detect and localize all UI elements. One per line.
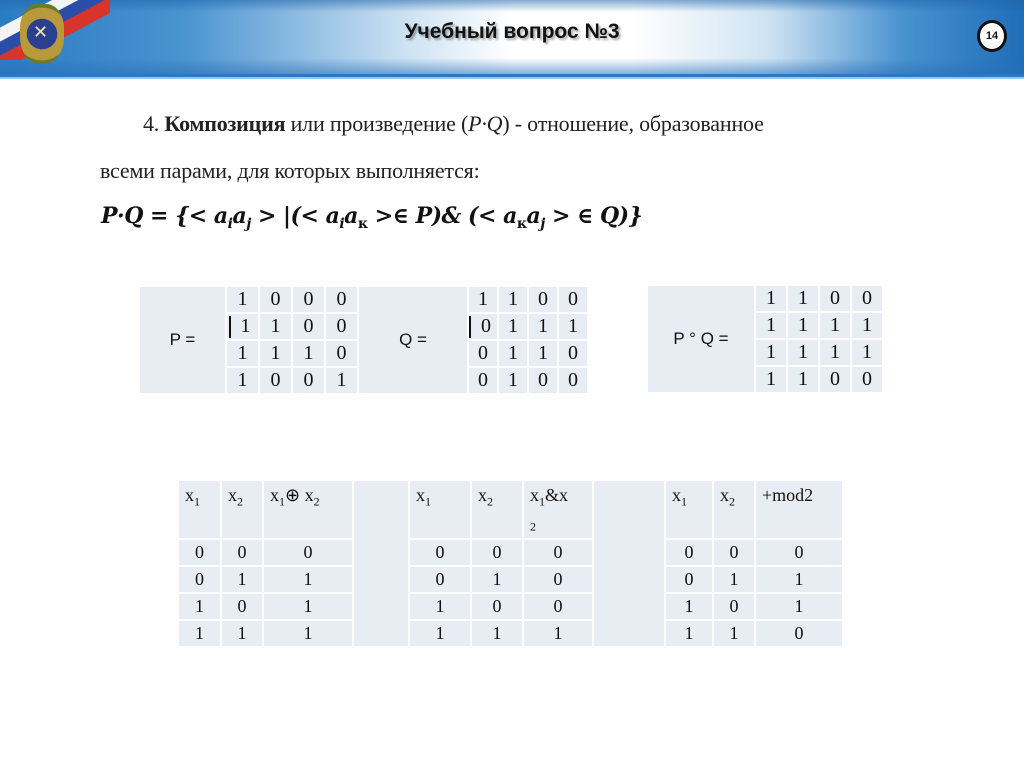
q-cell: 1	[499, 368, 527, 393]
xor-cell: 1	[264, 621, 352, 646]
xor-header-x2: $x_2$	[222, 481, 262, 538]
formula-part: >∈ P)& (<	[367, 203, 504, 229]
pq-cell: 1	[820, 340, 850, 365]
sub-j: j	[246, 216, 251, 232]
and-cell: 0	[472, 540, 522, 565]
q-cell: 0	[469, 368, 497, 393]
p-cell: 1	[260, 314, 291, 339]
and-cell: 1	[410, 594, 470, 619]
pq-cell: 1	[788, 340, 818, 365]
pq-cell: 1	[788, 367, 818, 392]
matrix-table-p-q	[138, 285, 589, 395]
and-header-x1: $x_1$	[410, 481, 470, 538]
sub-k: к	[516, 216, 527, 232]
mod2-header-result: +mod2	[756, 481, 842, 538]
pq-cell: 1	[756, 313, 786, 338]
p-cell: 0	[326, 341, 357, 366]
and-cell: 0	[524, 567, 592, 592]
var-a: a	[526, 203, 541, 229]
mod2-cell: 0	[714, 594, 754, 619]
q-cell: 0	[559, 287, 587, 312]
q-cell: 1	[559, 314, 587, 339]
xor-cell: 1	[264, 594, 352, 619]
and-cell: 1	[472, 621, 522, 646]
mod2-cell: 1	[666, 621, 712, 646]
xor-header-result: $x_1\oplus$ $x_2$	[264, 481, 352, 538]
formula-lhs: P·Q = {<	[101, 203, 214, 229]
p-cell: 1	[326, 368, 357, 393]
var-a: a	[325, 203, 340, 229]
matrix-bracket	[229, 316, 231, 338]
text: или произведение (	[285, 111, 469, 136]
sub-i: i	[227, 216, 233, 232]
pq-cell: 1	[820, 313, 850, 338]
header-shade-bottom	[0, 58, 1024, 74]
q-cell: 1	[499, 287, 527, 312]
q-cell: 1	[529, 341, 557, 366]
p-cell: 1	[260, 341, 291, 366]
p-cell: 0	[326, 314, 357, 339]
composition-formula	[101, 203, 642, 232]
p-cell: 0	[260, 368, 291, 393]
pq-cell: 1	[788, 313, 818, 338]
definition-line-2: всеми парами, для которых выполняется:	[100, 158, 480, 183]
item-number: 4.	[143, 111, 160, 136]
q-cell: 0	[529, 368, 557, 393]
matrix-pq-label: P ° Q =	[648, 286, 754, 392]
emblem-cross-icon: ✕	[33, 22, 49, 43]
mod2-cell: 1	[666, 594, 712, 619]
q-cell: 0	[559, 368, 587, 393]
pq-cell: 0	[852, 367, 882, 392]
and-cell: 0	[524, 540, 592, 565]
xor-cell: 1	[264, 567, 352, 592]
table-gap	[594, 481, 664, 646]
pq-cell: 1	[756, 367, 786, 392]
p-cell: 1	[227, 287, 258, 312]
xor-cell: 0	[222, 594, 262, 619]
p-cell: 0	[293, 368, 324, 393]
mod2-header-x2: $x_2$	[714, 481, 754, 538]
p-cell: 0	[293, 287, 324, 312]
q-cell	[469, 314, 497, 339]
sub-i: i	[339, 216, 345, 232]
p-value: 1	[240, 314, 251, 337]
q-cell: 1	[529, 314, 557, 339]
matrix-p-label: P =	[140, 287, 225, 393]
pq-cell: 0	[820, 367, 850, 392]
pq-cell: 1	[756, 286, 786, 311]
mod2-cell: 0	[666, 567, 712, 592]
mod2-cell: 0	[666, 540, 712, 565]
p-cell: 1	[227, 341, 258, 366]
var-a: a	[213, 203, 228, 229]
p-cell	[227, 314, 258, 339]
q-cell: 1	[499, 341, 527, 366]
and-cell: 1	[410, 621, 470, 646]
header-divider-light	[0, 77, 1024, 79]
p-cell: 0	[293, 314, 324, 339]
q-cell: 1	[469, 287, 497, 312]
and-cell: 0	[410, 540, 470, 565]
term-composition: Композиция	[164, 111, 286, 136]
pq-cell: 1	[788, 286, 818, 311]
and-cell: 0	[410, 567, 470, 592]
formula-part: > ∈ Q)}	[544, 203, 643, 229]
and-cell: 0	[472, 594, 522, 619]
mod2-header-x1: $x_1$	[666, 481, 712, 538]
slide-title: Учебный вопрос №3	[404, 20, 620, 43]
var-a: a	[232, 203, 247, 229]
pq-cell: 0	[820, 286, 850, 311]
definition-line-1	[143, 111, 764, 137]
mod2-cell: 1	[714, 567, 754, 592]
xor-cell: 1	[179, 594, 220, 619]
xor-cell: 0	[264, 540, 352, 565]
mod2-cell: 1	[756, 594, 842, 619]
formula-part: > |(<	[250, 203, 326, 229]
xor-cell: 0	[179, 567, 220, 592]
xor-cell: 1	[222, 567, 262, 592]
mod2-cell: 1	[714, 621, 754, 646]
and-cell: 1	[472, 567, 522, 592]
q-cell: 0	[529, 287, 557, 312]
p-cell: 0	[326, 287, 357, 312]
pq-cell: 1	[852, 340, 882, 365]
p-cell: 1	[227, 368, 258, 393]
pq-cell: 1	[852, 313, 882, 338]
pq-cell: 1	[756, 340, 786, 365]
expr-pq: P·Q	[468, 111, 503, 136]
pq-cell: 0	[852, 286, 882, 311]
var-a: a	[344, 203, 358, 229]
text: ) - отношение, образованное	[502, 111, 764, 136]
mod2-cell: 1	[756, 567, 842, 592]
slide-header	[0, 0, 1024, 78]
and-cell: 1	[524, 621, 592, 646]
matrix-table-pq	[646, 284, 884, 394]
and-cell: 0	[524, 594, 592, 619]
mod2-cell: 0	[756, 540, 842, 565]
sub-k: к	[357, 216, 368, 232]
sub-j: j	[540, 216, 545, 232]
q-cell: 0	[469, 341, 497, 366]
mod2-cell: 0	[756, 621, 842, 646]
xor-cell: 1	[222, 621, 262, 646]
matrix-bracket	[469, 316, 471, 338]
var-a: a	[503, 203, 517, 229]
q-cell: 1	[499, 314, 527, 339]
and-header-result: $x_1\&x$ $_2$	[524, 481, 592, 538]
q-value: 0	[481, 314, 491, 337]
header-shade-top	[0, 0, 1024, 12]
xor-cell: 1	[179, 621, 220, 646]
table-gap	[354, 481, 408, 646]
mod2-cell: 0	[714, 540, 754, 565]
p-cell: 0	[260, 287, 291, 312]
xor-cell: 0	[222, 540, 262, 565]
p-cell: 1	[293, 341, 324, 366]
xor-cell: 0	[179, 540, 220, 565]
xor-header-x1: $x_1$	[179, 481, 220, 538]
truth-tables	[177, 479, 844, 648]
matrix-q-label: Q =	[359, 287, 467, 393]
and-header-x2: $x_2$	[472, 481, 522, 538]
q-cell: 0	[559, 341, 587, 366]
page-number-badge: 14	[977, 20, 1007, 52]
